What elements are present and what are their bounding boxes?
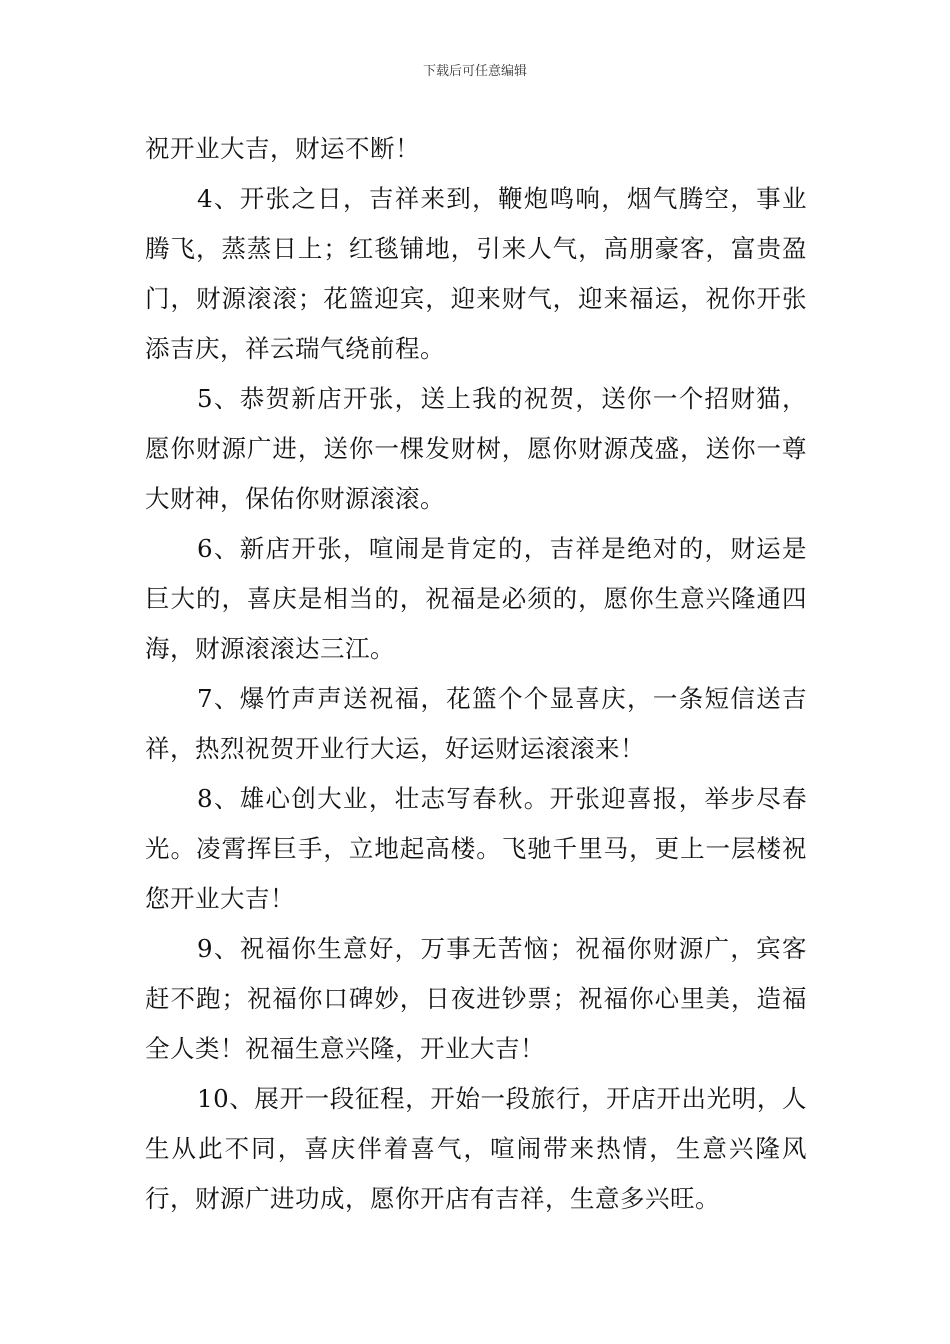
paragraph-item-4: 4、开张之日，吉祥来到，鞭炮鸣响，烟气腾空，事业腾飞，蒸蒸日上；红毯铺地，引来人气，高朋豪客，富贵盈门，财源滚滚；花篮迎宾，迎来财气，迎来福运，祝你开张添吉庆，祥云瑞气绕前程。 <box>145 184 807 363</box>
paragraph-item-5: 5、恭贺新店开张，送上我的祝贺，送你一个招财猫，愿你财源广进，送你一棵发财树，愿你财源茂盛，送你一尊大财神，保佑你财源滚滚。 <box>145 384 807 513</box>
paragraph-continuation: 祝开业大吉，财运不断！ <box>145 134 420 163</box>
paragraph-item-7: 7、爆竹声声送祝福，花篮个个显喜庆，一条短信送吉祥，热烈祝贺开业行大运，好运财运滚滚来！ <box>145 684 807 763</box>
paragraph-item-10: 10、展开一段征程，开始一段旅行，开店开出光明，人生从此不同，喜庆伴着喜气，喧闹带来热情，生意兴隆风行，财源广进功成，愿你开店有吉祥，生意多兴旺。 <box>145 1084 807 1213</box>
paragraph-item-6: 6、新店开张，喧闹是肯定的，吉祥是绝对的，财运是巨大的，喜庆是相当的，祝福是必须的，愿你生意兴隆通四海，财源滚滚达三江。 <box>145 534 807 663</box>
paragraph-item-8: 8、雄心创大业，壮志写春秋。开张迎喜报，举步尽春光。凌霄挥巨手，立地起高楼。飞驰千里马，更上一层楼祝您开业大吉！ <box>145 784 807 913</box>
page-header-note: 下载后可任意编辑 <box>422 64 527 79</box>
document-body <box>145 124 807 1224</box>
paragraph-item-9: 9、祝福你生意好，万事无苦恼；祝福你财源广，宾客赶不跑；祝福你口碑妙，日夜进钞票；祝福你心里美，造福全人类！祝福生意兴隆，开业大吉！ <box>145 934 807 1063</box>
